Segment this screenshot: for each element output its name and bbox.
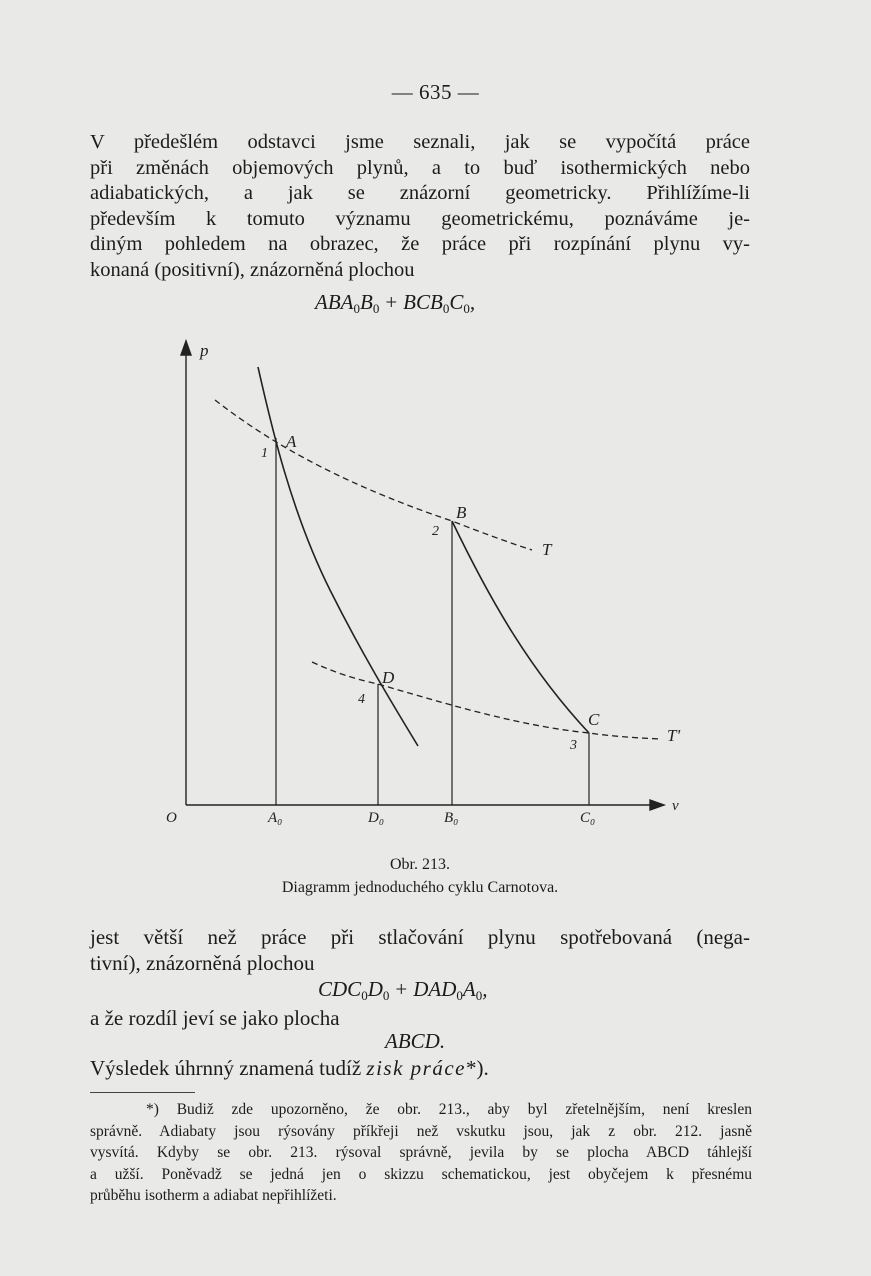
point-B-label: B [456, 503, 467, 522]
formula-expansion-area: $ABA_0B_0 + BCB_0C_0$, [315, 290, 476, 316]
adiabat-AD [258, 367, 418, 746]
text-line: jest větší než práce při stlačování plynu spotřebovaná (nega- [90, 925, 750, 949]
text-line: diným pohledem na obrazec, že práce při rozpínání plynu vy- [90, 233, 750, 256]
point-A-label: A [286, 432, 297, 451]
adiabat-BC [452, 521, 589, 733]
x-tick-C0: C₀ [580, 810, 596, 826]
emphasis-work-gain: zisk práce [366, 1056, 466, 1080]
isotherm-T-prime-label: T' [667, 726, 681, 745]
text-line: při změnách objemových plynů, a to buď isothermických nebo [90, 156, 750, 179]
isotherm-T-label: T [542, 540, 552, 559]
footnote-ref: *). [466, 1056, 489, 1080]
result-text: Výsledek úhrnný znamená tudíž [90, 1056, 362, 1080]
point-C-label: C [588, 710, 600, 729]
point-B-number: 2 [432, 524, 439, 539]
footnote-line: správně. Adiabaty jsou rýsovány příkřeji než vskutku jsou, jak z obr. 212. jasně [90, 1122, 752, 1140]
formula-abcd: ABCD. [385, 1029, 446, 1053]
point-D-number: 4 [358, 692, 365, 707]
footnote-line: průběhu isotherm a adiabat nepřihlížeti. [90, 1187, 337, 1204]
figure-caption: Diagramm jednoduchého cyklu Carnotova. [281, 879, 559, 896]
paragraph-intro [90, 130, 750, 284]
footnote-line: *) Budiž zde upozorněno, že obr. 213., aby byl zřetelnějším, není kreslen [146, 1101, 752, 1118]
footnote [90, 1099, 752, 1207]
point-A-number: 1 [261, 446, 268, 461]
isotherm-upper [215, 400, 532, 550]
paragraph-conclusion [90, 924, 750, 976]
text-difference [90, 1005, 750, 1031]
footnote-line: a užší. Poněvadž se jedná jen o skizzu schematickou, jest obyčejem k přesnému [90, 1165, 752, 1183]
x-axis-arrow [650, 800, 664, 810]
footnote-rule [90, 1092, 195, 1093]
origin-label: O [166, 810, 177, 826]
formula-compression-area: $CDC_0D_0 + DAD_0A_0$, [318, 977, 488, 1003]
y-axis-arrow [181, 341, 191, 355]
text-line: adiabatických, a jak se znázorní geometricky. Přihlížíme-li [90, 182, 750, 205]
x-tick-D0: D₀ [368, 810, 385, 826]
point-D-label: D [382, 668, 395, 687]
footnote-line: vysvítá. Kdyby se obr. 213. rýsoval správně, jevila by se plocha ABCD táhlejší [90, 1144, 752, 1161]
x-tick-B0: B₀ [444, 810, 459, 826]
text-line: V předešlém odstavci jsme seznali, jak se vypočítá práce [90, 131, 750, 153]
x-tick-A0: A₀ [268, 810, 283, 826]
axis-v-label: v [672, 798, 679, 814]
figure-number: Obr. 213. [390, 856, 450, 873]
text-line: tivní), znázorněná plochou [90, 951, 315, 975]
text-result [90, 1055, 750, 1081]
page-number: — 635 — [391, 80, 480, 104]
point-C-number: 3 [570, 738, 577, 753]
text-line: a že rozdíl jeví se jako plocha [90, 1006, 340, 1030]
text-line: konaná (positivní), znázorněná plochou [90, 258, 415, 281]
isotherm-lower [312, 662, 662, 739]
axis-p-label: p [200, 341, 209, 360]
text-line: především k tomuto významu geometrickému, poznáváme je- [90, 207, 750, 230]
